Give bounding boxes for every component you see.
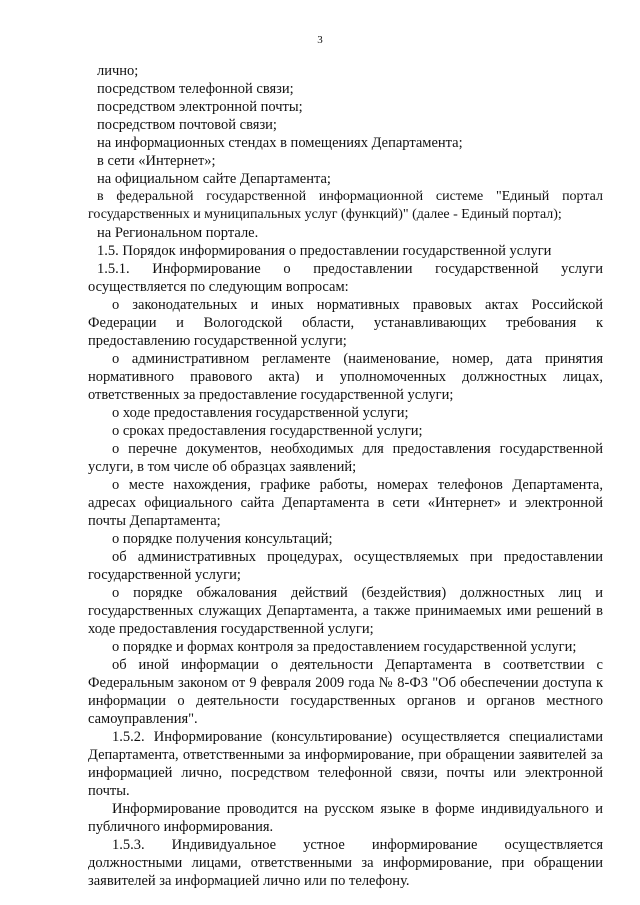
paragraph-unified-portal: в федеральной государственной информационной системе "Единый портал государственных и муниципальных услуг (функций)" (далее - Единый портал); xyxy=(88,189,603,222)
document-body xyxy=(88,62,603,890)
paragraph-1-5-1: 1.5.1. Информирование о предоставлении государственной услуги осуществляется по следующим вопросам: xyxy=(88,261,603,295)
list-item-location: о месте нахождения, графике работы, номерах телефонов Департамента, адресах официального сайта Департамента в сети «Интернет» и электронной почты Департамента; xyxy=(88,477,603,529)
list-item-progress: о ходе предоставления государственной услуги; xyxy=(112,405,409,421)
paragraph-1-5-3: 1.5.3. Индивидуальное устное информирование осуществляется должностными лицами, ответственными за информирование, при обращении заявителей за информацией лично или по телефону. xyxy=(88,837,603,889)
list-item-deadlines: о сроках предоставления государственной услуги; xyxy=(112,423,423,439)
paragraph-email: посредством электронной почты; xyxy=(97,99,303,115)
list-item-regulation: о административном регламенте (наименование, номер, дата принятия нормативного правового акта) и уполномоченных должностных лицах, ответственных за предоставление государственной услуги; xyxy=(88,351,603,403)
paragraph-official-site: на официальном сайте Департамента; xyxy=(97,171,331,187)
list-item-legislation: о законодательных и иных нормативных правовых актах Российской Федерации и Вологодской области, устанавливающих требования к предоставлению государственной услуги; xyxy=(88,297,603,349)
list-item-documents: о перечне документов, необходимых для предоставления государственной услуги, в том числе об образцах заявлений; xyxy=(88,441,603,475)
paragraph-info-stands: на информационных стендах в помещениях Департамента; xyxy=(97,135,463,151)
paragraph-regional-portal: на Региональном портале. xyxy=(97,225,259,241)
paragraph-1-5-2: 1.5.2. Информирование (консультирование) осуществляется специалистами Департамента, ответственными за информирование, при обращении заявителей за информацией лично, посредством телефонной связи, почты или электронной почты. xyxy=(88,729,603,799)
paragraph-phone: посредством телефонной связи; xyxy=(97,81,294,97)
list-item-control: о порядке и формах контроля за предоставлением государственной услуги; xyxy=(112,639,577,655)
list-item-procedures: об административных процедурах, осуществляемых при предоставлении государственной услуги; xyxy=(88,549,603,583)
section-heading-1-5: 1.5. Порядок информирования о предоставлении государственной услуги xyxy=(97,243,552,259)
paragraph-language: Информирование проводится на русском языке в форме индивидуального и публичного информирования. xyxy=(88,801,603,835)
paragraph-post: посредством почтовой связи; xyxy=(97,117,277,133)
list-item-other-info: об иной информации о деятельности Департамента в соответствии с Федеральным законом от 9 февраля 2009 года № 8-ФЗ "Об обеспечении доступа к информации о деятельности государственных органов и органов местного самоуправления". xyxy=(88,657,603,727)
paragraph-internet: в сети «Интернет»; xyxy=(97,153,216,169)
list-item-appeals: о порядке обжалования действий (бездействия) должностных лиц и государственных служащих Департамента, а также принимаемых ими решений в ходе предоставления государственной услуги; xyxy=(88,585,603,637)
page-number: 3 xyxy=(317,34,323,46)
list-item-consultations: о порядке получения консультаций; xyxy=(112,531,333,547)
paragraph-in-person: лично; xyxy=(97,63,139,79)
